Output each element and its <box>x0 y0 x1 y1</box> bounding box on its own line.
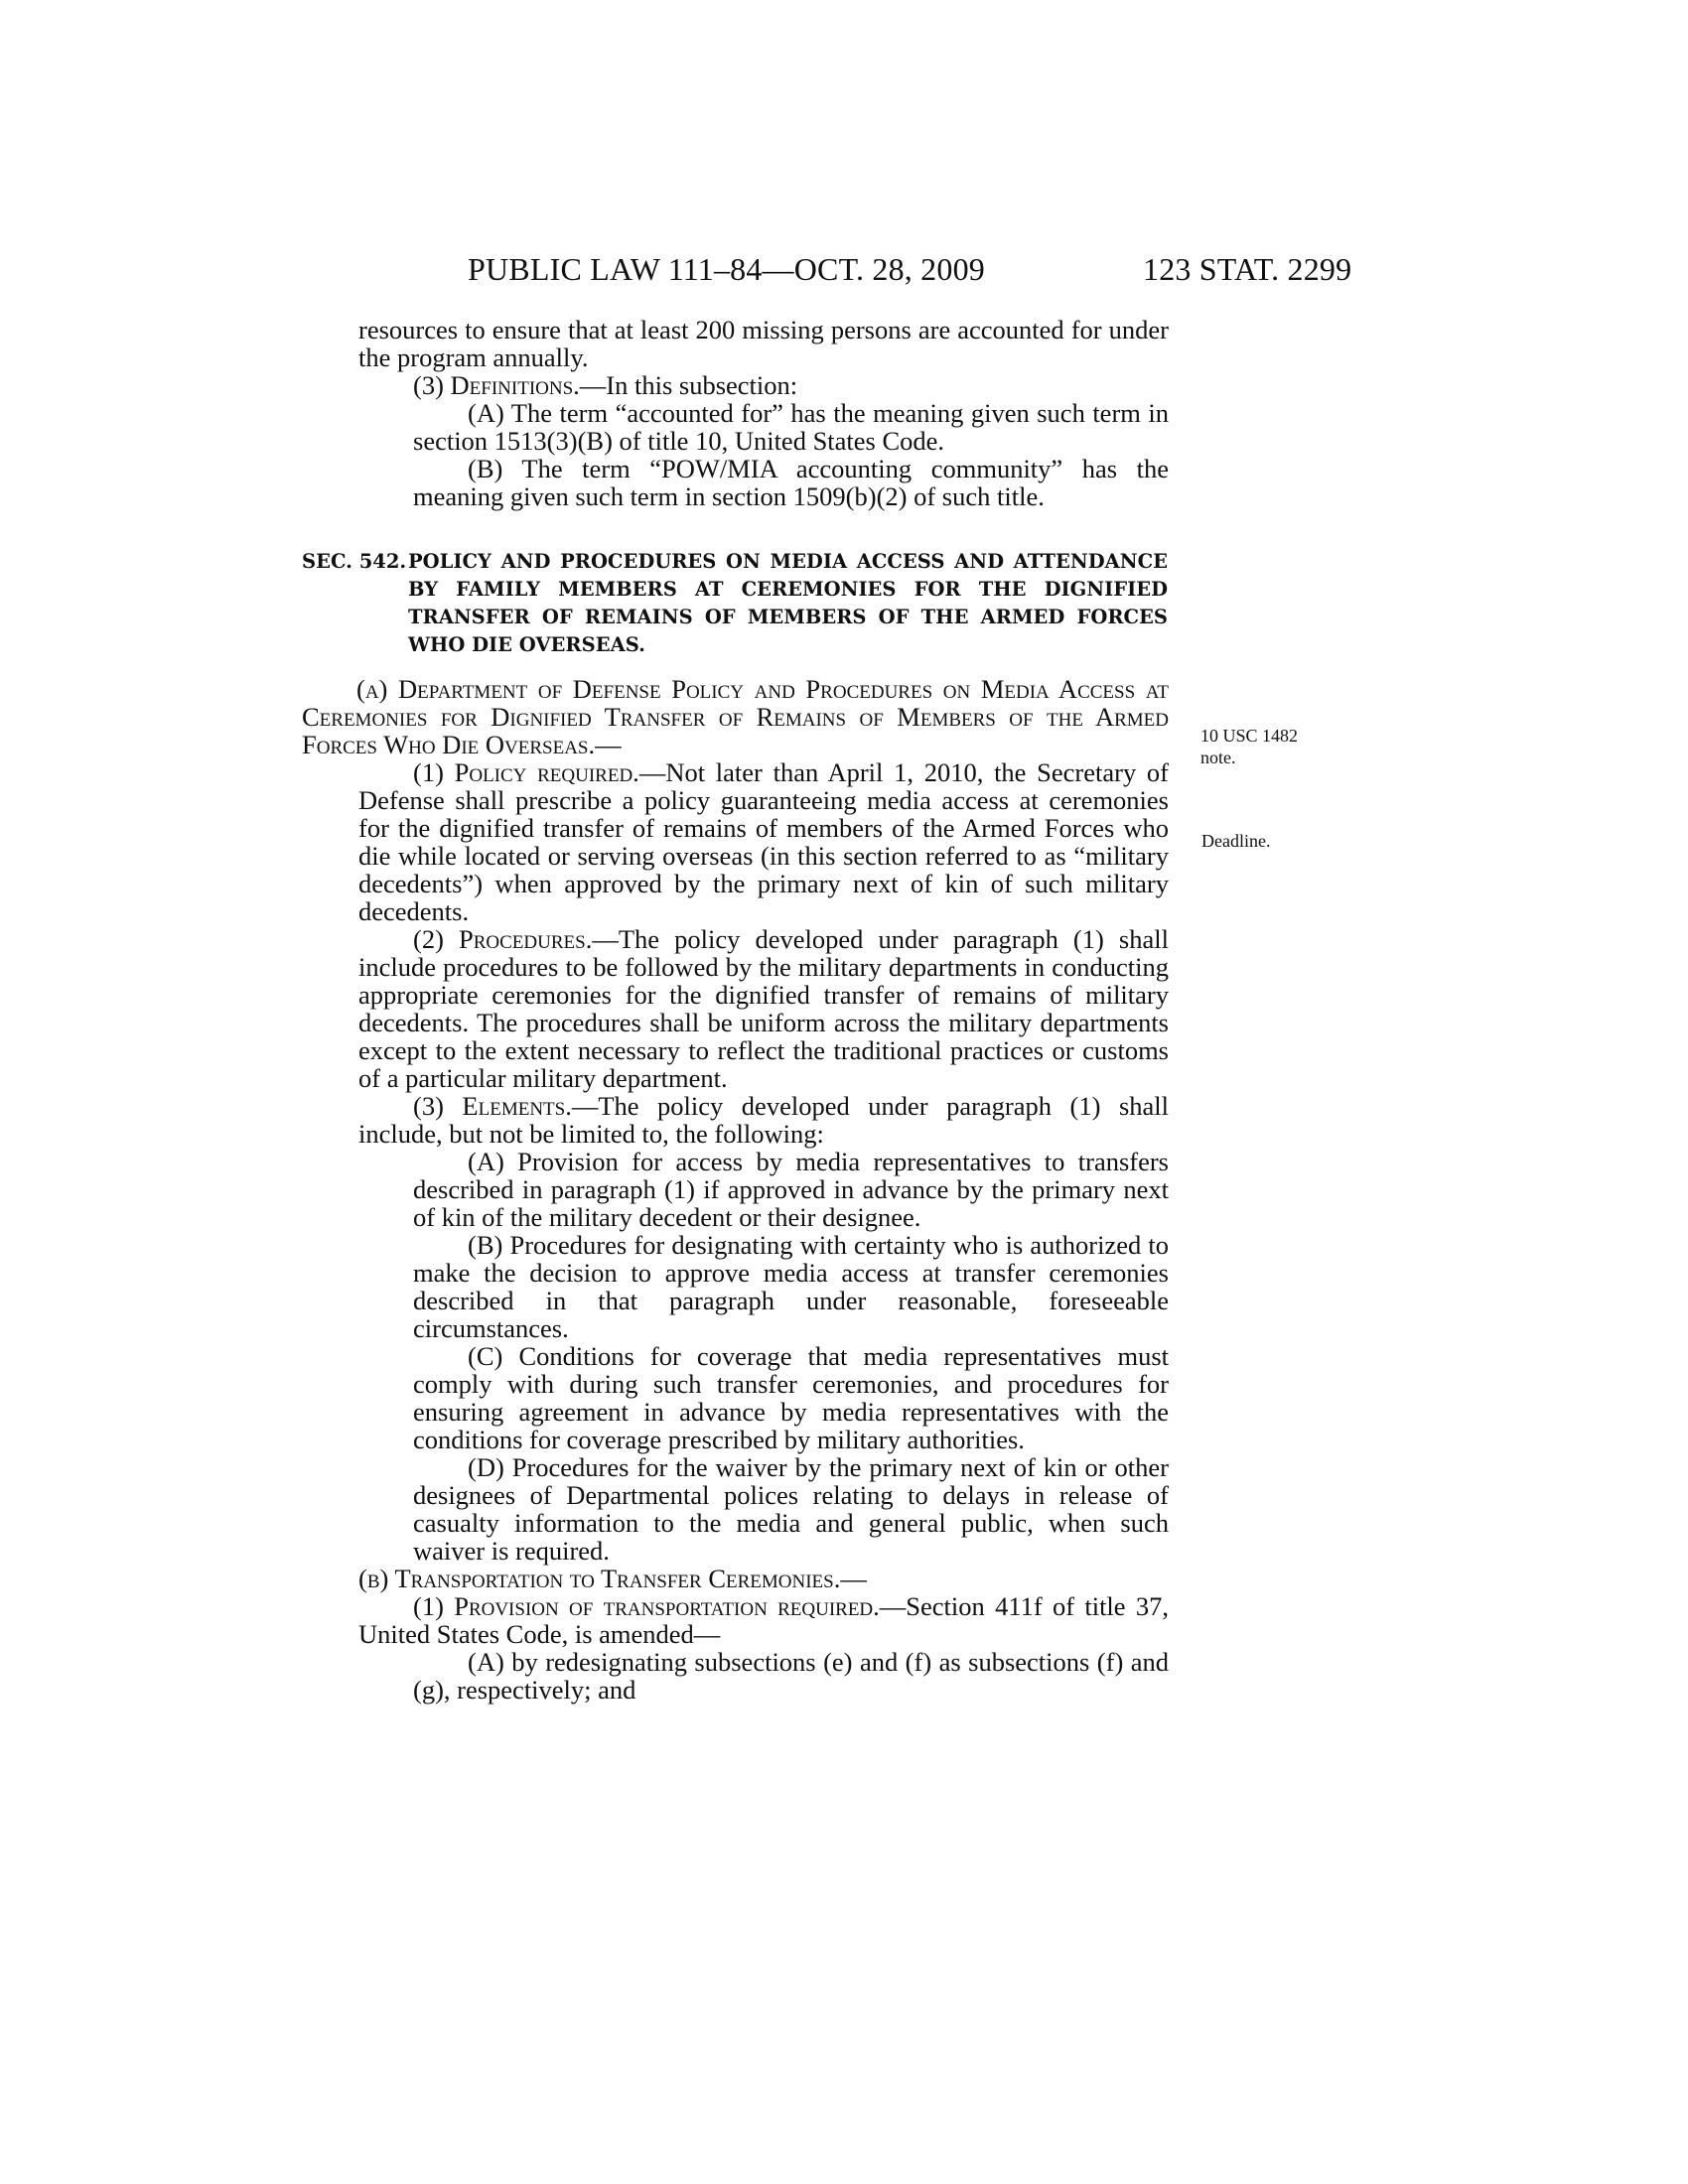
paragraph-accounted-for: (A) The term “accounted for” has the meaning given such term in section 1513(3)(B) of title 10, United States Code. <box>413 398 1169 456</box>
paragraph-definitions: (3) Definitions.—In this subsection: <box>413 370 798 400</box>
paragraph-continuation: resources to ensure that at least 200 missing persons are accounted for under the program annually. <box>358 315 1169 372</box>
paragraph-element-b: (B) Procedures for designating with certainty who is authorized to make the decision to approve media access at transfer ceremonies described in that paragraph under reasonable, foreseeable circumstances. <box>413 1230 1169 1343</box>
paragraph-transportation-required: (1) Provision of transportation required.—Section 411f of title 37, United States Code, is amended— <box>358 1591 1169 1649</box>
section-number: SEC. 542. <box>302 550 407 573</box>
subsection-b-heading: (b) Transportation to Transfer Ceremonies.— <box>358 1564 867 1593</box>
margin-note-deadline: Deadline. <box>1201 831 1271 851</box>
section-heading <box>302 548 1169 659</box>
public-law-citation: PUBLIC LAW 111–84—OCT. 28, 2009 <box>468 251 985 287</box>
paragraph-element-d: (D) Procedures for the waiver by the primary next of kin or other designees of Departmental polices relating to delays in release of casualty information to the media and general public, when such waiver is required. <box>413 1452 1169 1566</box>
subsection-a-heading: (a) Department of Defense Policy and Procedures on Media Access at Ceremonies for Dignified Transfer of Remains of Members of the Armed Forces Who Die Overseas.— <box>302 674 1169 759</box>
paragraph-pow-mia: (B) The term “POW/MIA accounting community” has the meaning given such term in section 1509(b)(2) of such title. <box>413 454 1169 511</box>
paragraph-redesignating: (A) by redesignating subsections (e) and (f) as subsections (f) and (g), respectively; and <box>413 1647 1169 1705</box>
paragraph-elements: (3) Elements.—The policy developed under paragraph (1) shall include, but not be limited to, the following: <box>358 1091 1169 1149</box>
section-title: POLICY AND PROCEDURES ON MEDIA ACCESS AND ATTENDANCE BY FAMILY MEMBERS AT CEREMONIES FOR THE DIGNIFIED TRANSFER OF REMAINS OF MEMBERS OF THE ARMED FORCES WHO DIE OVERSEAS. <box>408 550 1168 656</box>
paragraph-procedures: (2) Procedures.—The policy developed under paragraph (1) shall include procedures to be followed by the military departments in conducting appropriate ceremonies for the dignified transfer of remains of military decedents. The procedures shall be uniform across the military departments except to the extent necessary to reflect the traditional practices or customs of a particular military department. <box>358 924 1169 1093</box>
page-header <box>0 251 1688 291</box>
margin-note-usc: 10 USC 1482 note. <box>1200 726 1299 767</box>
paragraph-element-a: (A) Provision for access by media representatives to transfers described in paragraph (1) if approved in advance by the primary next of kin of the military decedent or their designee. <box>413 1147 1169 1232</box>
statute-page-number: 123 STAT. 2299 <box>1143 251 1352 287</box>
document-body <box>302 315 1170 1705</box>
paragraph-element-c: (C) Conditions for coverage that media representatives must comply with during such transfer ceremonies, and procedures for ensuring agreement in advance by media representatives with the conditions for coverage prescribed by military authorities. <box>413 1341 1169 1454</box>
paragraph-policy-required: (1) Policy required.—Not later than April 1, 2010, the Secretary of Defense shall prescribe a policy guaranteeing media access at ceremonies for the dignified transfer of remains of members of the Armed Forces who die while located or serving overseas (in this section referred to as “military decedents”) when approved by the primary next of kin of such military decedents. <box>358 757 1170 926</box>
